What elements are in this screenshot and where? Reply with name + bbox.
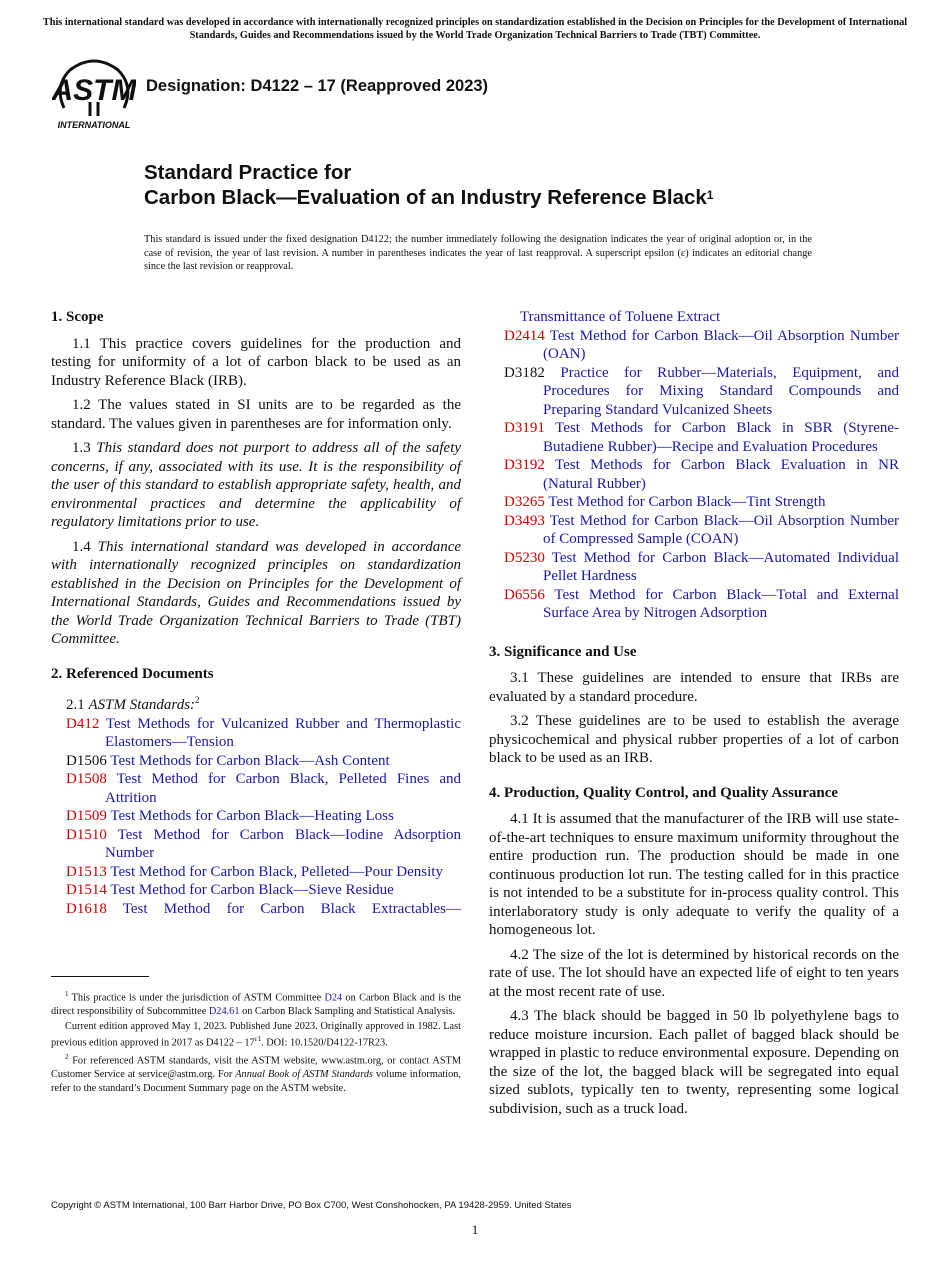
- title-line-2: Carbon Black—Evaluation of an Industry Reference Black$^1$: [144, 186, 714, 209]
- svg-text:ASTM: ASTM: [52, 74, 136, 107]
- ref-item[interactable]: D5230 Test Method for Carbon Black—Automated Individual Pellet Hardness: [504, 549, 899, 584]
- ref-item[interactable]: D6556 Test Method for Carbon Black—Total and External Surface Area by Nitrogen Adsorption: [504, 586, 899, 621]
- production-4-3: 4.3 The black should be bagged in 50 lb polyethylene bags to reduce moisture incursion. Each pallet of bagged black should be wrapped in plastic to reduce environmental exposure. Depending on the size of the lot, the bagged black will be segregated into equal sized sublots, typically ten to twenty, representing some logical subdivision, such as a truck load.: [489, 1008, 899, 1117]
- footnote-1: $^1$ This practice is under the jurisdiction of ASTM Committee D24 on Carbon Black and is the direct responsibility of Subcommittee D24.61 on Carbon Black Sampling and Statistical Analysis.: [51, 990, 461, 1018]
- footnote-edition: Current edition approved May 1, 2023. Published June 2023. Originally approved in 1982. Last previous edition approved in 2017 as $D4122 - 17^{\varepsilon 1}$. DOI: 10.1520/D4122-17R23.: [51, 1020, 461, 1049]
- committee-link[interactable]: D24: [324, 992, 343, 1004]
- significance-heading: 3. Significance and Use: [489, 643, 637, 660]
- title-line-1: Standard Practice for: [144, 161, 352, 184]
- production-heading: 4. Production, Quality Control, and Quality Assurance: [489, 784, 839, 801]
- ref-item[interactable]: D1509 Test Methods for Carbon Black—Heating Loss: [66, 808, 394, 824]
- astm-logo: [52, 56, 136, 132]
- production-4-2: 4.2 The size of the lot is determined by historical records on the rate of use. The lot should have an expected life of eight to ten years at the most recent rate of use.: [489, 946, 899, 1000]
- header-notice: This international standard was developed in accordance with internationally recognized principles on standardization established in the Decision on Principles for the Development of International Standards, Guides and Recommendations issued by the World Trade Organization Technical Barriers to Trade (TBT) Committee.: [42, 17, 908, 41]
- scope-1-2: 1.2 The values stated in SI units are to be regarded as the standard. The values given in parentheses are for information only.: [51, 397, 461, 432]
- ref-item[interactable]: D1514 Test Method for Carbon Black—Sieve Residue: [66, 882, 394, 898]
- ref-item-continuation[interactable]: Transmittance of Toluene Extract: [520, 309, 721, 325]
- scope-heading: 1. Scope: [51, 309, 104, 325]
- copyright: Copyright © ASTM International, 100 Barr Harbor Drive, PO Box C700, West Conshohocken, PA 19428-2959. United States: [51, 1200, 572, 1211]
- footnote-2: $^2$ For referenced ASTM standards, visit the ASTM website, www.astm.org, or contact ASTM Customer Service at service@astm.org. For Annual Book of ASTM Standards volume information, refer to the standard’s Document Summary page on the ASTM website.: [51, 1053, 462, 1094]
- references-heading: 2. Referenced Documents: [51, 665, 214, 682]
- subcommittee-link[interactable]: D24.61: [208, 1006, 240, 1018]
- scope-1-3: 1.3 This standard does not purport to address all of the safety concerns, if any, associated with its use. It is the responsibility of the user of this standard to establish appropriate safety, health, and environmental practices and determine the applicability of regulatory limitations prior to use.: [51, 440, 462, 530]
- astm-standards-label: 2.1 ASTM Standards:$^2$: [66, 695, 200, 713]
- svg-text:INTERNATIONAL: INTERNATIONAL: [57, 120, 131, 130]
- ref-item[interactable]: D1510 Test Method for Carbon Black—Iodine Adsorption Number: [66, 826, 461, 861]
- ref-item[interactable]: D3265 Test Method for Carbon Black—Tint Strength: [504, 494, 826, 510]
- significance-3-2: 3.2 These guidelines are to be used to establish the average physicochemical and physical rubber properties of a lot of carbon black to be used as an IRB.: [489, 713, 899, 766]
- scope-1-1: 1.1 This practice covers guidelines for the production and testing for uniformity of a lot of carbon black to be used as an Industry Reference Black (IRB).: [51, 335, 461, 389]
- right-column: [489, 308, 899, 1124]
- scope-1-4: 1.4 This international standard was developed in accordance with internationally recognized principles on standardization established in the Decision on Principles for the Development of International Standards, Guides and Recommendations issued by the World Trade Organization Technical Barriers to Trade (TBT) Committee.: [51, 538, 462, 647]
- ref-item[interactable]: D1506 Test Methods for Carbon Black—Ash Content: [66, 752, 390, 769]
- significance-3-1: 3.1 These guidelines are intended to ensure that IRBs are evaluated by a standard procedure.: [489, 670, 899, 705]
- ref-item[interactable]: D3192 Test Methods for Carbon Black Evaluation in NR (Natural Rubber): [504, 457, 899, 492]
- title-footnote-mark[interactable]: 1: [706, 188, 714, 202]
- footnotes: [51, 988, 461, 1096]
- ref-item[interactable]: D412 Test Methods for Vulcanized Rubber and Thermoplastic Elastomers—Tension: [66, 715, 462, 750]
- ref-item[interactable]: D1508 Test Method for Carbon Black, Pelleted Fines and Attrition: [66, 771, 461, 806]
- ref-item[interactable]: D3493 Test Method for Carbon Black—Oil Absorption Number of Compressed Sample (COAN): [504, 512, 899, 547]
- designation: Designation: D4122 – 17 (Reapproved 2023): [146, 77, 489, 95]
- page-number: 1: [471, 1222, 479, 1237]
- ref-item[interactable]: D1513 Test Method for Carbon Black, Pelleted—Pour Density: [66, 863, 443, 880]
- footnote-rule: [51, 976, 149, 977]
- ref-item[interactable]: D3182 Practice for Rubber—Materials, Equipment, and Procedures for Mixing Standard Compounds and Preparing Standard Vulcanized Sheets: [504, 364, 899, 418]
- production-4-1: 4.1 It is assumed that the manufacturer of the IRB will use state-of-the-art techniques to ensure maximum uniformity throughout the entire production run. The production should be made in one continuous production lot run. The testing called for in this practice is not intended to be a substitute for in-process quality control. This interlaboratory study is only adequate to verify the quality of a homogeneous lot.: [489, 811, 899, 938]
- issued-note: This standard is issued under the fixed designation D4122; the number immediately following the designation indicates the year of original adoption or, in the case of revision, the year of last revision. A number in parentheses indicates the year of last reapproval. A superscript epsilon (ε) indicates an editorial change since the last revision or reapproval.: [144, 234, 812, 273]
- left-column: [51, 308, 461, 918]
- ref-item[interactable]: D2414 Test Method for Carbon Black—Oil Absorption Number (OAN): [504, 327, 899, 362]
- page-title: [144, 160, 713, 210]
- ref-item[interactable]: D3191 Test Methods for Carbon Black in SBR (Styrene-Butadiene Rubber)—Recipe and Evaluation Procedures: [504, 420, 900, 455]
- ref-item[interactable]: D1618 Test Method for Carbon Black Extractables—: [66, 900, 461, 917]
